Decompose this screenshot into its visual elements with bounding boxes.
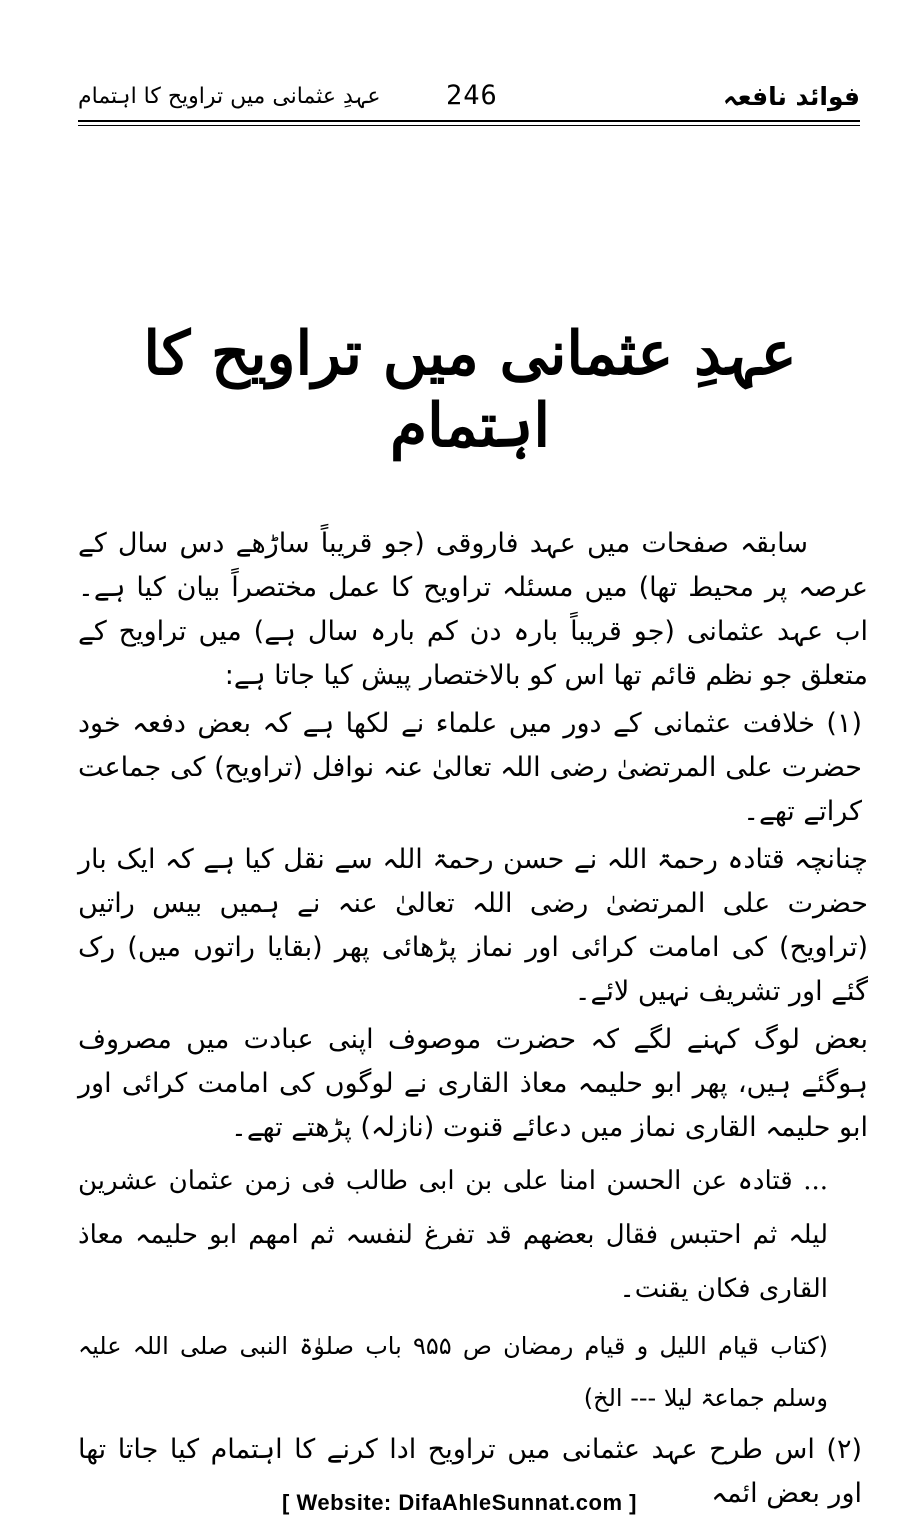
- numbered-paragraph: [78, 702, 868, 834]
- header-chapter-title: عہدِ عثمانی میں تراویح کا اہتمام: [78, 84, 381, 109]
- running-header: [78, 78, 860, 124]
- chapter-title: عہدِ عثمانی میں تراویح کا اہتمام: [143, 319, 797, 461]
- paragraph-text: اس طرح عہد عثمانی میں تراویح ادا کرنے کا اہتمام کیا جاتا تھا اور بعض ائمہ: [78, 1434, 862, 1509]
- website-footer: [ Website: DifaAhleSunnat.com ]: [282, 1490, 637, 1515]
- header-rule: [78, 120, 860, 122]
- paragraph-number: (۲): [826, 1434, 862, 1465]
- reference-citation: (کتاب قیام اللیل و قیام رمضان ص ۹۵۵ باب صلوٰۃ النبی صلی اللہ علیہ وسلم جماعۃ لیلا --- الخ): [78, 1332, 829, 1412]
- paragraph-text: خلافت عثمانی کے دور میں علماء نے لکھا ہے کہ بعض دفعہ خود حضرت علی المرتضیٰ رضی اللہ تعالیٰ عنہ نوافل (تراویح) کی جماعت کراتے تھے۔: [78, 708, 862, 827]
- paragraph: چنانچہ قتادہ رحمۃ اللہ نے حسن رحمۃ اللہ سے نقل کیا ہے کہ ایک بار حضرت علی المرتضیٰ رضی اللہ تعالیٰ عنہ نے ہمیں بیس راتیں (تراویح) کی امامت کرائی اور نماز پڑھائی پھر (بقایا راتوں میں) رک گئے اور تشریف نہیں لائے۔: [78, 844, 868, 1007]
- paragraph-number: (۱): [826, 708, 862, 739]
- paragraph: بعض لوگ کہنے لگے کہ حضرت موصوف اپنی عبادت میں مصروف ہوگئے ہیں، پھر ابو حلیمہ معاذ القاری نے لوگوں کی امامت کرائی اور ابو حلیمہ القاری نماز میں دعائے قنوت (نازلہ) پڑھتے تھے۔: [78, 1024, 868, 1143]
- arabic-quote: ... قتادہ عن الحسن امنا علی بن ابی طالب فی زمن عثمان عشرین لیلہ ثم احتبس فقال بعضھم قد تفرغ لنفسہ ثم امھم ابو حلیمہ معاذ القاری فکان یقنت۔: [78, 1166, 828, 1304]
- header-rule-thin: [78, 125, 860, 126]
- page-number: 246: [446, 80, 498, 111]
- body-text: [78, 522, 868, 1520]
- book-title: فوائد نافعہ: [722, 82, 860, 111]
- paragraph: سابقہ صفحات میں عہد فاروقی (جو قریباً ساڑھے دس سال کے عرصہ پر محیط تھا) میں مسئلہ تراویح کا عمل مختصراً بیان کیا ہے۔ اب عہد عثمانی (جو قریباً بارہ دن کم بارہ سال ہے) میں تراویح کے متعلق جو نظم قائم تھا اس کو بالاختصار پیش کیا جاتا ہے:: [78, 528, 868, 691]
